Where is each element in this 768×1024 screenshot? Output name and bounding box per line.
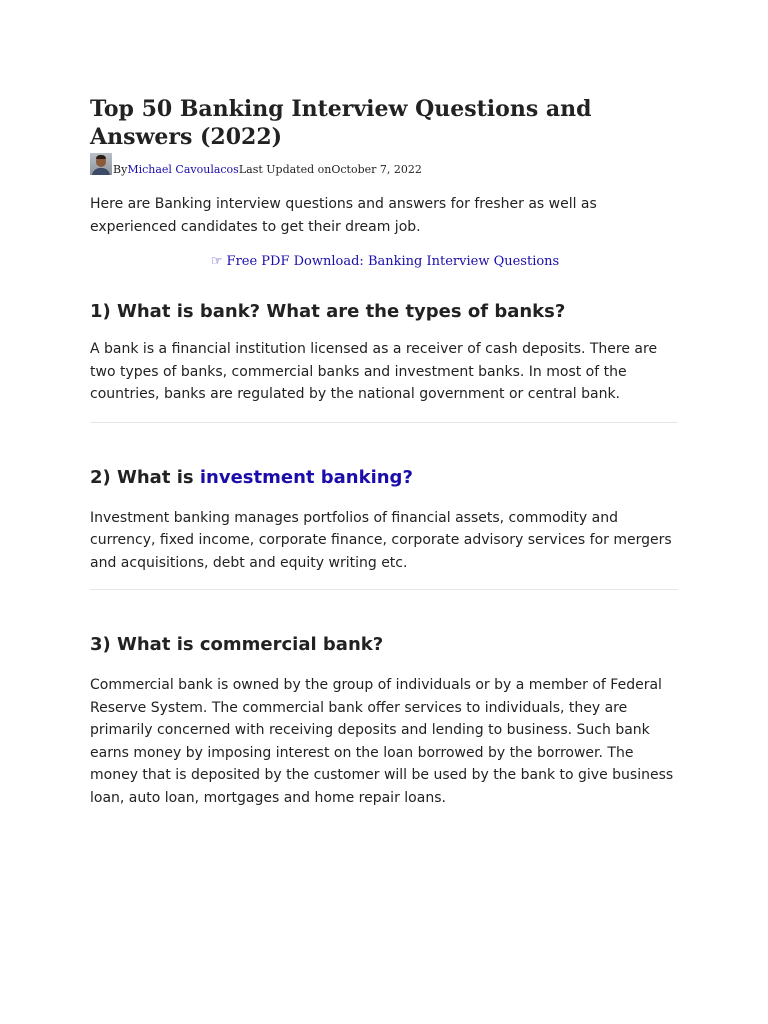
question-1-heading: 1) What is bank? What are the types of banks?	[90, 301, 566, 322]
author-link[interactable]: Michael Cavoulacos	[127, 163, 239, 176]
answer-3: Commercial bank is owned by the group of individuals or by a member of Federal Reserve System. The commercial bank offer services to individuals, they are primarily concerned with receiving deposits and lending to business. Such bank earns money by imposing interest on the loan borrowed by the borrower. The money that is deposited by the customer will be used by the bank to give business loan, auto loan, mortgages and home repair loans.	[90, 677, 674, 806]
intro-paragraph: Here are Banking interview questions and answers for fresher as well as experienced candidates to get their dream job.	[90, 196, 597, 235]
byline-date: October 7, 2022	[331, 163, 422, 176]
divider	[90, 589, 678, 590]
answer-2: Investment banking manages portfolios of financial assets, commodity and currency, fixed income, corporate finance, corporate advisory services for mergers and acquisitions, debt and equity writing etc.	[90, 509, 672, 571]
pdf-download-link[interactable]: ☞ Free PDF Download: Banking Interview Questions	[210, 254, 560, 269]
question-2-heading	[90, 466, 680, 490]
question-2-prefix: 2) What is	[90, 466, 200, 488]
byline	[90, 155, 680, 181]
answer-1: A bank is a financial institution licensed as a receiver of cash deposits. There are two types of banks, commercial banks and investment banks. In most of the countries, banks are regulated by the national government or central bank.	[90, 341, 658, 402]
divider	[90, 422, 678, 423]
investment-banking-link[interactable]: investment banking?	[199, 466, 413, 488]
byline-by: By	[113, 163, 128, 176]
article	[90, 0, 680, 809]
author-avatar	[90, 153, 112, 175]
question-3-heading: 3) What is commercial bank?	[90, 634, 384, 655]
byline-updated-label: Last Updated on	[238, 163, 332, 176]
page-title: Top 50 Banking Interview Questions and Answers (2022)	[90, 96, 592, 150]
